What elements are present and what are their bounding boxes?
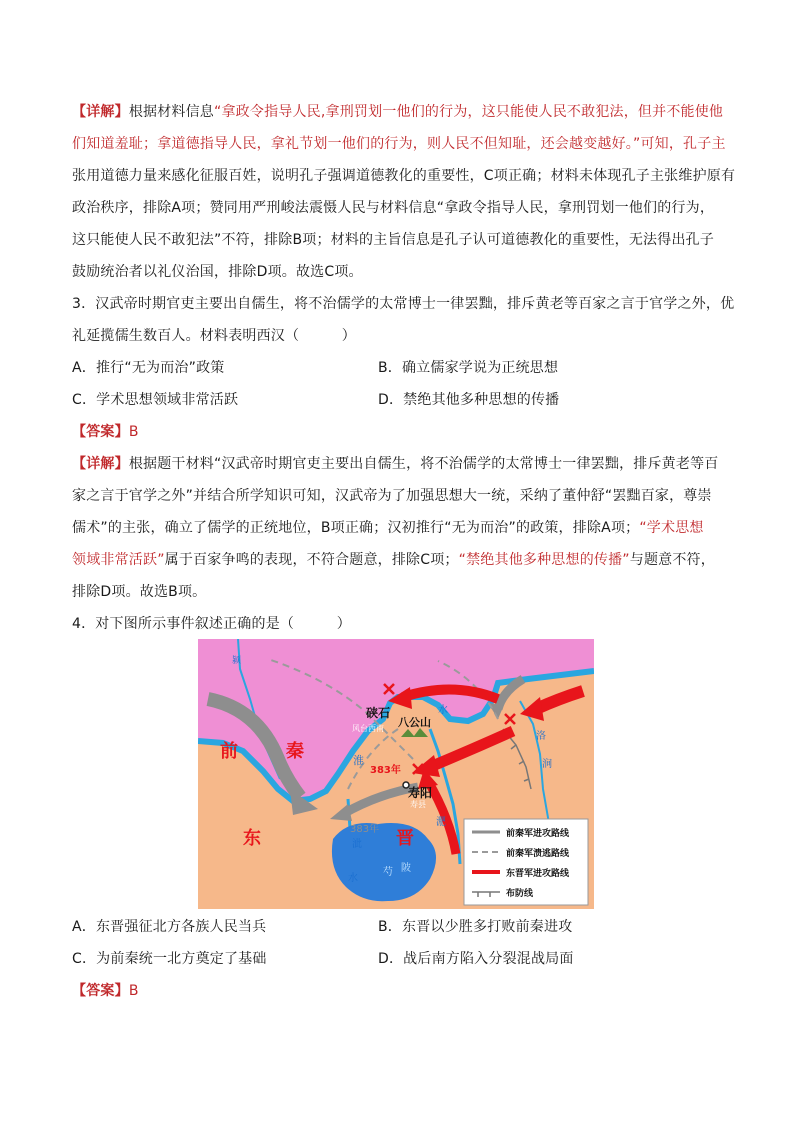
answer-tag: 【答案】 <box>72 424 129 440</box>
region-label-jin-1: 东 <box>243 828 261 849</box>
q4-options-row-2 <box>72 943 732 975</box>
river-label-luo: 洛 <box>536 731 546 742</box>
legend-label-qin-advance: 前秦军进攻路线 <box>506 829 570 839</box>
q3-option-d: D．禁绝其他多种思想的传播 <box>378 392 560 408</box>
q3-option-b: B．确立儒家学说为正统思想 <box>378 360 559 376</box>
q4-option-b: B．东晋以少胜多打败前秦进攻 <box>378 919 573 935</box>
place-fengtai: 风台西南 <box>352 724 384 733</box>
q4-options-row-1 <box>72 911 732 943</box>
lake-label-2: 陂 <box>401 863 411 874</box>
q3-option-a: A．推行“无为而治”政策 <box>72 360 225 376</box>
q3-analysis-line-5: 排除D项。故选B项。 <box>72 584 207 600</box>
river-label-water: 水 <box>438 705 448 716</box>
place-shouxian: 寿县 <box>410 800 426 809</box>
legend-label-defense: 布防线 <box>506 889 534 899</box>
q3-options-row-2 <box>72 384 732 416</box>
q3-stem-line-1: 3．汉武帝时期官吏主要出自儒生，将不治儒学的太常博士一律罢黜，排斥黄老等百家之言于官学之外，优 <box>72 296 735 312</box>
q3-analysis-line-4: 领域非常活跃”属于百家争鸣的表现，不符合题意，排除C项；“禁绝其他多种思想的传播”与题意不符， <box>72 552 715 568</box>
q3-analysis-line-1: 【详解】根据题干材料“汉武帝时期官吏主要出自儒生，将不治儒学的太常博士一律罢黜，排斥黄老等百 <box>72 456 719 472</box>
q3-option-c: C．学术思想领域非常活跃 <box>72 392 239 408</box>
place-bagong: 八公山 <box>398 716 431 729</box>
q2-analysis-line-3: 张用道德力量来感化征服百姓，说明孔子强调道德教化的重要性，C项正确；材料未体现孔子主张维护原有 <box>72 168 736 184</box>
q2-analysis-line-4: 政治秩序，排除A项；赞同用严刑峻法震慑人民与材料信息“拿政令指导人民，拿刑罚划一他们的行为， <box>72 200 715 216</box>
region-label-qin-1: 前 <box>220 741 238 762</box>
q4-options <box>72 911 732 1007</box>
region-label-qin-2: 秦 <box>286 741 304 762</box>
q4-option-d: D．战后南方陷入分裂混战局面 <box>378 951 574 967</box>
region-label-jin-2: 晋 <box>396 828 414 849</box>
q3-answer <box>72 416 732 448</box>
q3-analysis-line-2: 家之言于官学之外”并结合所学知识可知，汉武帝为了加强思想大一统，采纳了董仲舒“罢黜百家，尊崇 <box>72 488 712 504</box>
answer-value: B <box>128 983 139 999</box>
lake-label-1: 芍 <box>383 867 393 878</box>
river-label-water-2: 水 <box>348 873 358 884</box>
legend-label-jin-advance: 东晋军进攻路线 <box>506 869 570 879</box>
q2-analysis-line-5: 这只能使人民不敢犯法”不符，排除B项；材料的主旨信息是孔子认可道德教化的重要性，无法得出孔子 <box>72 232 715 248</box>
analysis-tag: 【详解】 <box>72 104 129 120</box>
river-label-jian: 涧 <box>542 759 552 770</box>
place-xiashi: 硖石 <box>366 706 391 720</box>
river-label-bi: 泚 <box>352 839 362 850</box>
place-shouyang: 寿阳 <box>408 786 433 800</box>
q4-answer <box>72 975 732 1007</box>
document-page <box>72 96 736 640</box>
answer-value: B <box>128 424 139 440</box>
q3-analysis-line-3: 儒术”的主张，确立了儒学的正统地位，B项正确；汉初推行“无为而治”的政策，排除A项；“学术思想 <box>72 520 704 536</box>
legend-label-qin-retreat: 前秦军溃逃路线 <box>506 849 570 859</box>
q3-stem-line-2: 礼延揽儒生数百人。材料表明西汉（ ） <box>72 328 356 344</box>
river-label-huai: 淮 <box>353 754 364 767</box>
q2-analysis-line-6: 鼓励统治者以礼仪治国，排除D项。故选C项。 <box>72 264 363 280</box>
q3-options-row-1 <box>72 352 732 384</box>
q2-analysis-line-2: 们知道羞耻；拿道德指导人民，拿礼节划一他们的行为，则人民不但知耻，还会越变越好。”可知，孔子主 <box>72 136 726 152</box>
river-label-ying: 颍 <box>232 656 242 666</box>
answer-tag: 【答案】 <box>72 983 129 999</box>
year-label-gray: 383年 <box>350 824 380 835</box>
q4-stem: 4．对下图所示事件叙述正确的是（ ） <box>72 616 351 632</box>
battle-map <box>198 639 594 909</box>
q4-option-c: C．为前秦统一北方奠定了基础 <box>72 951 267 967</box>
analysis-tag: 【详解】 <box>72 456 129 472</box>
q4-option-a: A．东晋强征北方各族人民当兵 <box>72 919 267 935</box>
year-label-red: 383年 <box>370 765 401 776</box>
river-label-fei: 淝 <box>436 817 446 828</box>
q2-analysis-line-1: 【详解】根据材料信息“拿政令指导人民,拿刑罚划一他们的行为，这只能使人民不敢犯法，但并不能使他 <box>72 104 724 120</box>
